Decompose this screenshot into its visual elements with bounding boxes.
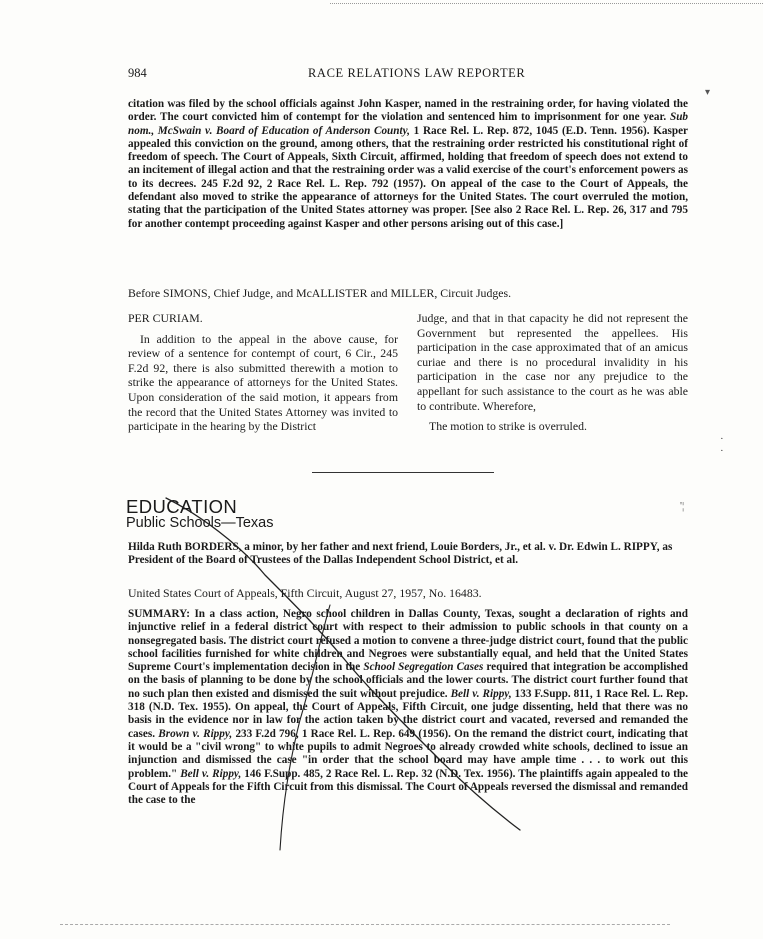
opinion-right-column <box>417 311 688 434</box>
summary-case-name: Bell v. Rippy, <box>180 767 242 780</box>
summary-case-name: School Segregation Cases <box>363 661 484 674</box>
section-title: EDUCATION <box>126 496 238 517</box>
headnote-text-2: 1 Race Rel. L. Rep. 872, 1045 (E.D. Tenn. 1956). Kasper appealed this conviction on the ground, among others, that the restraining order restricted his constitutional right of freedom of speech. The Court of Appeals, Sixth Circuit, affirmed, holding that freedom of speech does not extend to an incitement of illegal action and that the restraining order was a valid exercise of the court's enforcement powers as to its decrees. 245 F.2d 92, 2 Race Rel. L. Rep. 792 (1957). On appeal of the case to the Court of Appeals, the defendant also moved to strike the appearance of attorneys for the United States. The court overruled the motion, stating that the participation of the United States attorney was proper. [See also 2 Race Rel. L. Rep. 26, 317 and 795 for another contempt proceeding against Kasper and other persons arising out of this case.] <box>128 124 689 230</box>
opinion-paragraph-left: In addition to the appeal in the above cause, for review of a sentence for contempt of court, 6 Cir., 245 F.2d 92, there is also submitted therewith a motion to strike the appearance of attorneys for the United States. Upon consideration of the said motion, it appears from the record that the United States Attorney was invited to participate in the hearing by the District <box>128 331 398 434</box>
summary-text-5: 146 F.Supp. 485, 2 Race Rel. L. Rep. 32 (N.D. Tex. 1956). The plaintiffs again appealed to the Court of Appeals for the Fifth Circuit from this dismissal. The Court of Appeals reversed the dismissal and remanded the case to the <box>128 767 689 807</box>
per-curiam-heading: PER CURIAM. <box>128 311 203 325</box>
opinion-left-column <box>128 311 398 434</box>
judges-line: Before SIMONS, Chief Judge, and McALLISTER and MILLER, Circuit Judges. <box>128 286 512 300</box>
bottom-border <box>60 924 670 925</box>
margin-mark: · <box>720 445 724 457</box>
page-header <box>128 66 688 84</box>
opinion-conclusion: The motion to strike is overruled. <box>429 419 587 434</box>
page-number: 984 <box>128 66 147 80</box>
section-subtitle: Public Schools—Texas <box>126 515 274 531</box>
summary-case-name: Bell v. Rippy, <box>450 687 512 700</box>
running-title: RACE RELATIONS LAW REPORTER <box>308 66 526 80</box>
summary-text-2: required that integration be accomplished on the basis of planning to be done by the school officials and the lower courts. The district court further found that no such plan then existed and dismissed the suit without prejudice. <box>128 661 688 700</box>
opinion-paragraph-right: Judge, and that in that capacity he did not represent the Government but represented the appellees. His participation in the case approximated that of an amicus curiae and there is no procedural invalidity in his participation in the case nor any prejudice to the appellant for such assistance to the court as he was able to contribute. Wherefore, <box>417 311 688 413</box>
margin-mark: · <box>720 433 724 445</box>
case-caption: Hilda Ruth BORDERS, a minor, by her father and next friend, Louie Borders, Jr., et al. v. Dr. Edwin L. RIPPY, as President of the Board of Trustees of the Dallas Independent School District, et al. <box>128 541 673 567</box>
summary-text-3: 133 F.Supp. 811, 1 Race Rel. L. Rep. 318 (N.D. Tex. 1955). On appeal, the Court of Appeals, Fifth Circuit, one judge dissenting, held that there was no basis in the evidence nor in law for the action taken by the district court and vacated, reversed and remanded the cases. <box>128 687 689 740</box>
headnote <box>128 98 688 231</box>
headnote-text-1: citation was filed by the school officials against John Kasper, named in the restraining order, for having violated the order. The court convicted him of contempt for the violation and sentenced him to imprisonment for one year. <box>128 98 688 124</box>
summary-text-4: 233 F.2d 796, 1 Race Rel. L. Rep. 649 (1956). On the remand the district court, indicating that it would be a "civil wrong" to white pupils to admit Negroes to already crowded white schools, declined to issue an injunction and dismissed the case "in order that the school board may have ample time . . . to work out this problem." <box>128 727 689 780</box>
headnote-case-name: Sub nom., McSwain v. Board of Education of Anderson County, <box>128 111 689 137</box>
top-border-dots <box>330 3 763 4</box>
summary-case-name: Brown v. Rippy, <box>158 727 233 740</box>
case-summary <box>128 608 688 807</box>
scan-mark: '¦ <box>680 500 685 512</box>
summary-label: SUMMARY: <box>128 608 190 620</box>
court-line: United States Court of Appeals, Fifth Circuit, August 27, 1957, No. 16483. <box>128 586 482 600</box>
section-divider <box>312 472 494 473</box>
summary-text-1: In a class action, Negro school children in Dallas County, Texas, sought a declaration of rights and injunctive relief in a federal district court with respect to their admission to public schools in that county on a nonsegregated basis. The district court refused a motion to convene a three-judge district court, found that the public school facilities furnished for white children and Negroes were substantially equal, and held that the United States Supreme Court's implementation decision in the <box>128 608 688 674</box>
scan-mark: ▾ <box>705 87 711 98</box>
